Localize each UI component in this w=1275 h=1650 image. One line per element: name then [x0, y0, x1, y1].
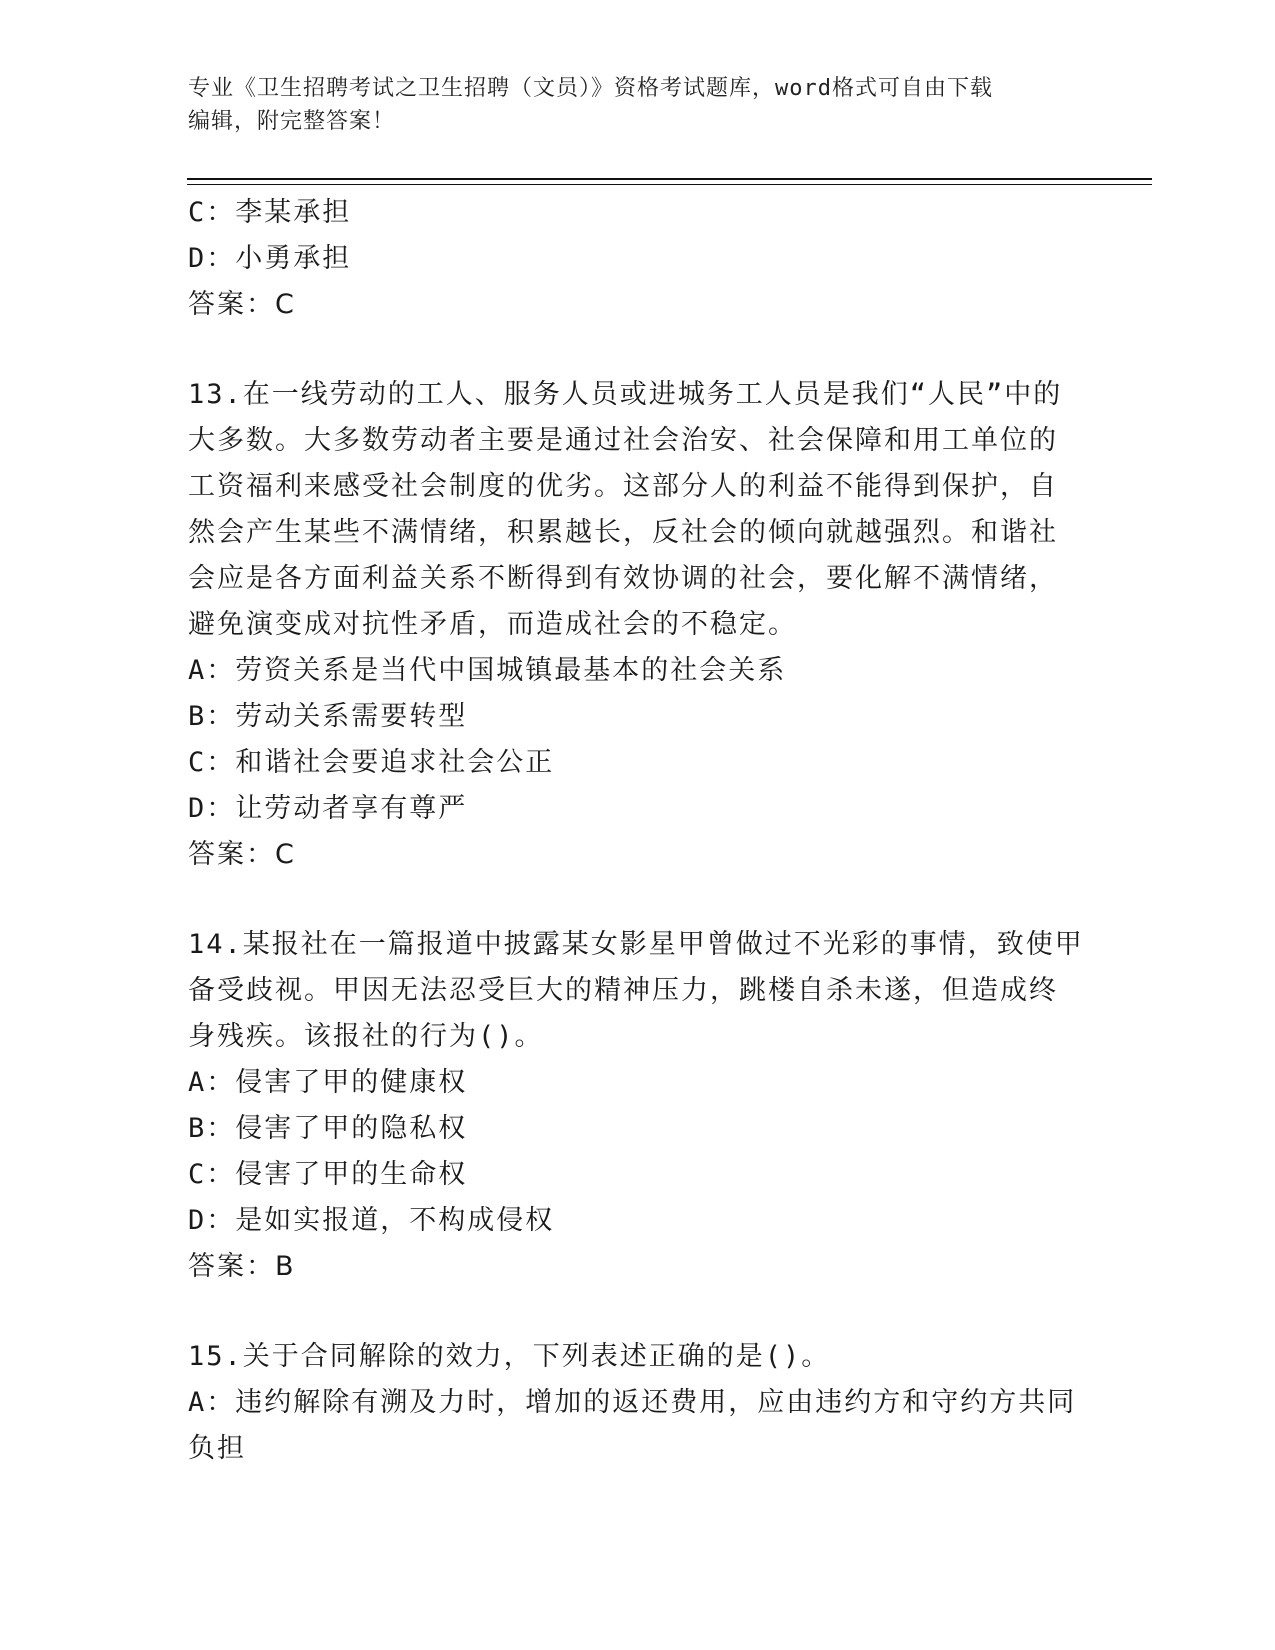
q13-answer: 答案：C	[188, 839, 296, 870]
q15-stem-line: 15.关于合同解除的效力，下列表述正确的是()。	[188, 1341, 831, 1372]
q13-stem-line: 大多数。大多数劳动者主要是通过社会治安、社会保障和用工单位的	[188, 425, 1058, 456]
q14-option-a: A：侵害了甲的健康权	[188, 1067, 468, 1098]
q13-stem-line: 工资福利来感受社会制度的优劣。这部分人的利益不能得到保护，自	[188, 471, 1058, 502]
spacer	[188, 328, 1088, 372]
question-15	[188, 1334, 1088, 1472]
q15-option-a-line: 负担	[188, 1433, 246, 1464]
q13-stem-line: 然会产生某些不满情绪，积累越长，反社会的倾向就越强烈。和谐社	[188, 517, 1058, 548]
q14-option-b: B：侵害了甲的隐私权	[188, 1113, 468, 1144]
q12-option-c: C：李某承担	[188, 197, 352, 228]
header-divider-thick	[187, 178, 1152, 180]
question-14	[188, 922, 1088, 1290]
page-header	[188, 72, 1088, 138]
spacer	[188, 878, 1088, 922]
q13-stem-line: 13.在一线劳动的工人、服务人员或进城务工人员是我们“人民”中的	[188, 379, 1063, 410]
q12-option-d: D：小勇承担	[188, 243, 352, 274]
q13-option-d: D：让劳动者享有尊严	[188, 793, 468, 824]
header-line-1: 专业《卫生招聘考试之卫生招聘（文员）》资格考试题库，word格式可自由下载	[188, 76, 993, 101]
q13-stem-line: 避免演变成对抗性矛盾，而造成社会的不稳定。	[188, 609, 797, 640]
q14-stem-line: 14.某报社在一篇报道中披露某女影星甲曾做过不光彩的事情，致使甲	[188, 929, 1084, 960]
q14-option-c: C：侵害了甲的生命权	[188, 1159, 468, 1190]
q13-option-b: B：劳动关系需要转型	[188, 701, 468, 732]
question-13	[188, 372, 1088, 878]
q12-answer: 答案：C	[188, 289, 296, 320]
q14-option-d: D：是如实报道，不构成侵权	[188, 1205, 555, 1236]
q13-option-a: A：劳资关系是当代中国城镇最基本的社会关系	[188, 655, 787, 686]
header-line-2: 编辑，附完整答案！	[188, 109, 396, 134]
q15-option-a-line: A：违约解除有溯及力时，增加的返还费用，应由违约方和守约方共同	[188, 1387, 1077, 1418]
spacer	[188, 1290, 1088, 1334]
q13-option-c: C：和谐社会要追求社会公正	[188, 747, 555, 778]
q14-answer: 答案：B	[188, 1251, 296, 1282]
q13-stem-line: 会应是各方面利益关系不断得到有效协调的社会，要化解不满情绪，	[188, 563, 1058, 594]
question-12-tail	[188, 190, 1088, 328]
header-divider-thin	[187, 184, 1152, 185]
question-content	[188, 190, 1088, 1472]
q14-stem-line: 备受歧视。甲因无法忍受巨大的精神压力，跳楼自杀未遂，但造成终	[188, 975, 1058, 1006]
q14-stem-line: 身残疾。该报社的行为()。	[188, 1021, 544, 1052]
